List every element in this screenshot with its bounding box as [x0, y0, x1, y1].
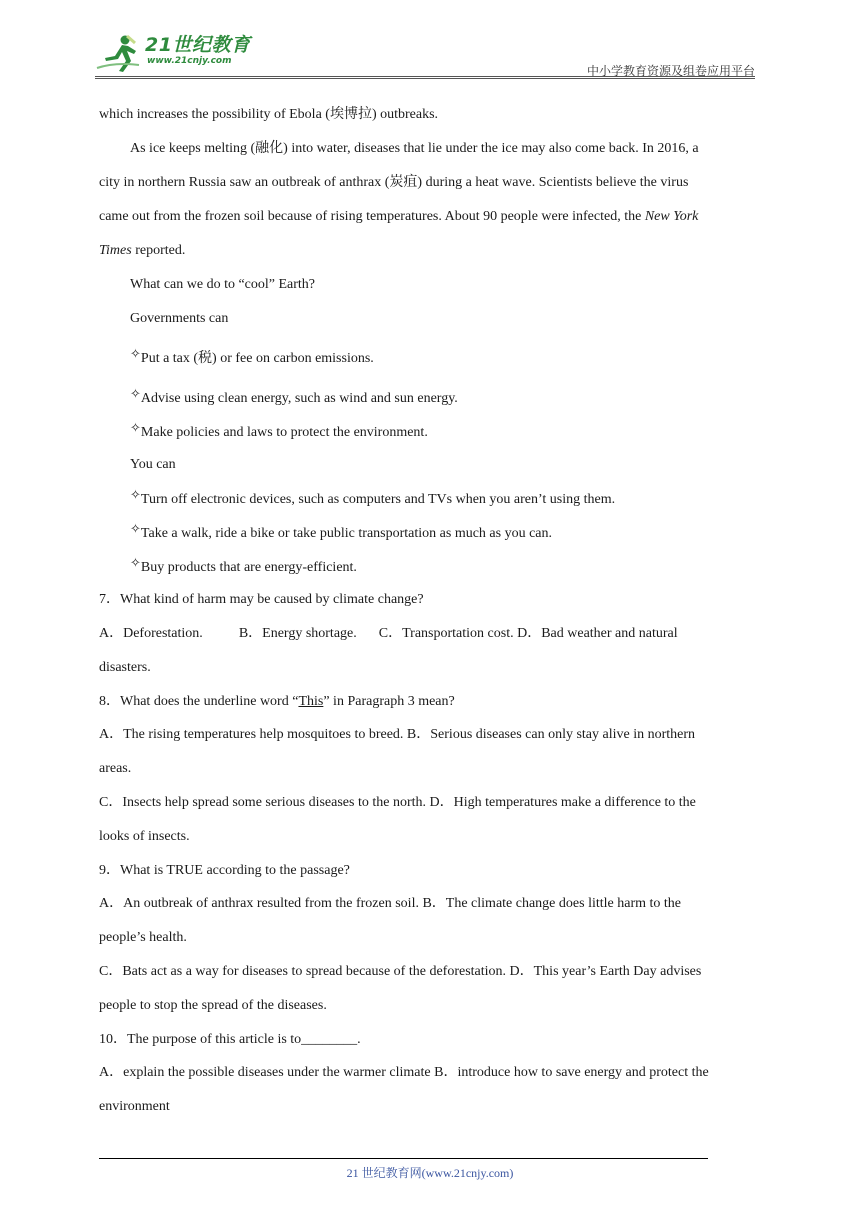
option-continuation: looks of insects. [99, 829, 190, 844]
star-bullet-icon: ✧ [130, 488, 141, 503]
newspaper-name: Times [99, 243, 132, 258]
question-9: 9．What is TRUE according to the passage? [99, 863, 350, 878]
governments-heading: Governments can [130, 311, 229, 326]
question-7-options [99, 625, 678, 643]
list-item: ✧Put a tax (税) or fee on carbon emissions. [130, 347, 374, 366]
question-8: 8．What does the underline word “This” in Paragraph 3 mean? [99, 694, 455, 709]
star-bullet-icon: ✧ [130, 421, 141, 436]
star-bullet-icon: ✧ [130, 347, 141, 362]
option-continuation: people’s health. [99, 930, 187, 945]
runner-logo-icon [95, 34, 141, 74]
question-10: 10．The purpose of this article is to________. [99, 1032, 361, 1047]
option-a: A．Deforestation. [99, 626, 203, 641]
passage-question: What can we do to “cool” Earth? [130, 277, 316, 292]
list-item: ✧Buy products that are energy-efficient. [130, 556, 357, 575]
passage-line: came out from the frozen soil because of rising temperatures. About 90 people were infected, the New York [99, 209, 699, 224]
question-10-options-ab: A．explain the possible diseases under the warmer climate B．introduce how to save energy and protect the [99, 1065, 709, 1080]
passage-line: which increases the possibility of Ebola (埃博拉) outbreaks. [99, 107, 439, 122]
page-header [95, 30, 755, 78]
header-tagline: 中小学教育资源及组卷应用平台 [586, 64, 755, 78]
option-continuation: environment [99, 1099, 170, 1114]
question-8-options-cd: C．Insects help spread some serious diseases to the north. D．High temperatures make a difference to the [99, 795, 696, 810]
passage-line: Times reported. [99, 243, 186, 258]
option-cd: C．Transportation cost. D．Bad weather and natural [378, 626, 678, 641]
question-9-options-ab: A．An outbreak of anthrax resulted from the frozen soil. B．The climate change does little harm to the [99, 896, 681, 911]
list-item: ✧Advise using clean energy, such as wind and sun energy. [130, 387, 458, 406]
you-heading: You can [130, 457, 176, 472]
star-bullet-icon: ✧ [130, 522, 141, 537]
star-bullet-icon: ✧ [130, 556, 141, 571]
option-continuation: people to stop the spread of the diseases. [99, 998, 327, 1013]
site-logo [95, 34, 250, 74]
option-continuation: areas. [99, 761, 132, 776]
list-item: ✧Take a walk, ride a bike or take public transportation as much as you can. [130, 522, 553, 541]
option-continuation: disasters. [99, 660, 151, 675]
footer-divider [99, 1158, 708, 1159]
question-8-options-ab: A．The rising temperatures help mosquitoes to breed. B．Serious diseases can only stay alive in northern [99, 727, 696, 742]
header-divider [95, 76, 755, 79]
underlined-word: This [298, 694, 324, 709]
star-bullet-icon: ✧ [130, 387, 141, 402]
question-7: 7．What kind of harm may be caused by climate change? [99, 592, 424, 607]
question-9-options-cd: C．Bats act as a way for diseases to spread because of the deforestation. D．This year’s Earth Day advises [99, 964, 702, 979]
newspaper-name: New York [644, 209, 699, 224]
logo-url: www.21cnjy.com [147, 56, 232, 66]
passage-line: city in northern Russia saw an outbreak of anthrax (炭疽) during a heat wave. Scientists believe the virus [99, 175, 689, 190]
logo-title: 21世纪教育 [145, 34, 251, 56]
footer-text: 21 世纪教育网(www.21cnjy.com) [346, 1166, 514, 1180]
option-b: B．Energy shortage. [238, 626, 357, 641]
passage-line: As ice keeps melting (融化) into water, diseases that lie under the ice may also come back. In 2016, a [130, 141, 699, 156]
list-item: ✧Make policies and laws to protect the environment. [130, 421, 428, 440]
list-item: ✧Turn off electronic devices, such as computers and TVs when you aren’t using them. [130, 488, 616, 507]
